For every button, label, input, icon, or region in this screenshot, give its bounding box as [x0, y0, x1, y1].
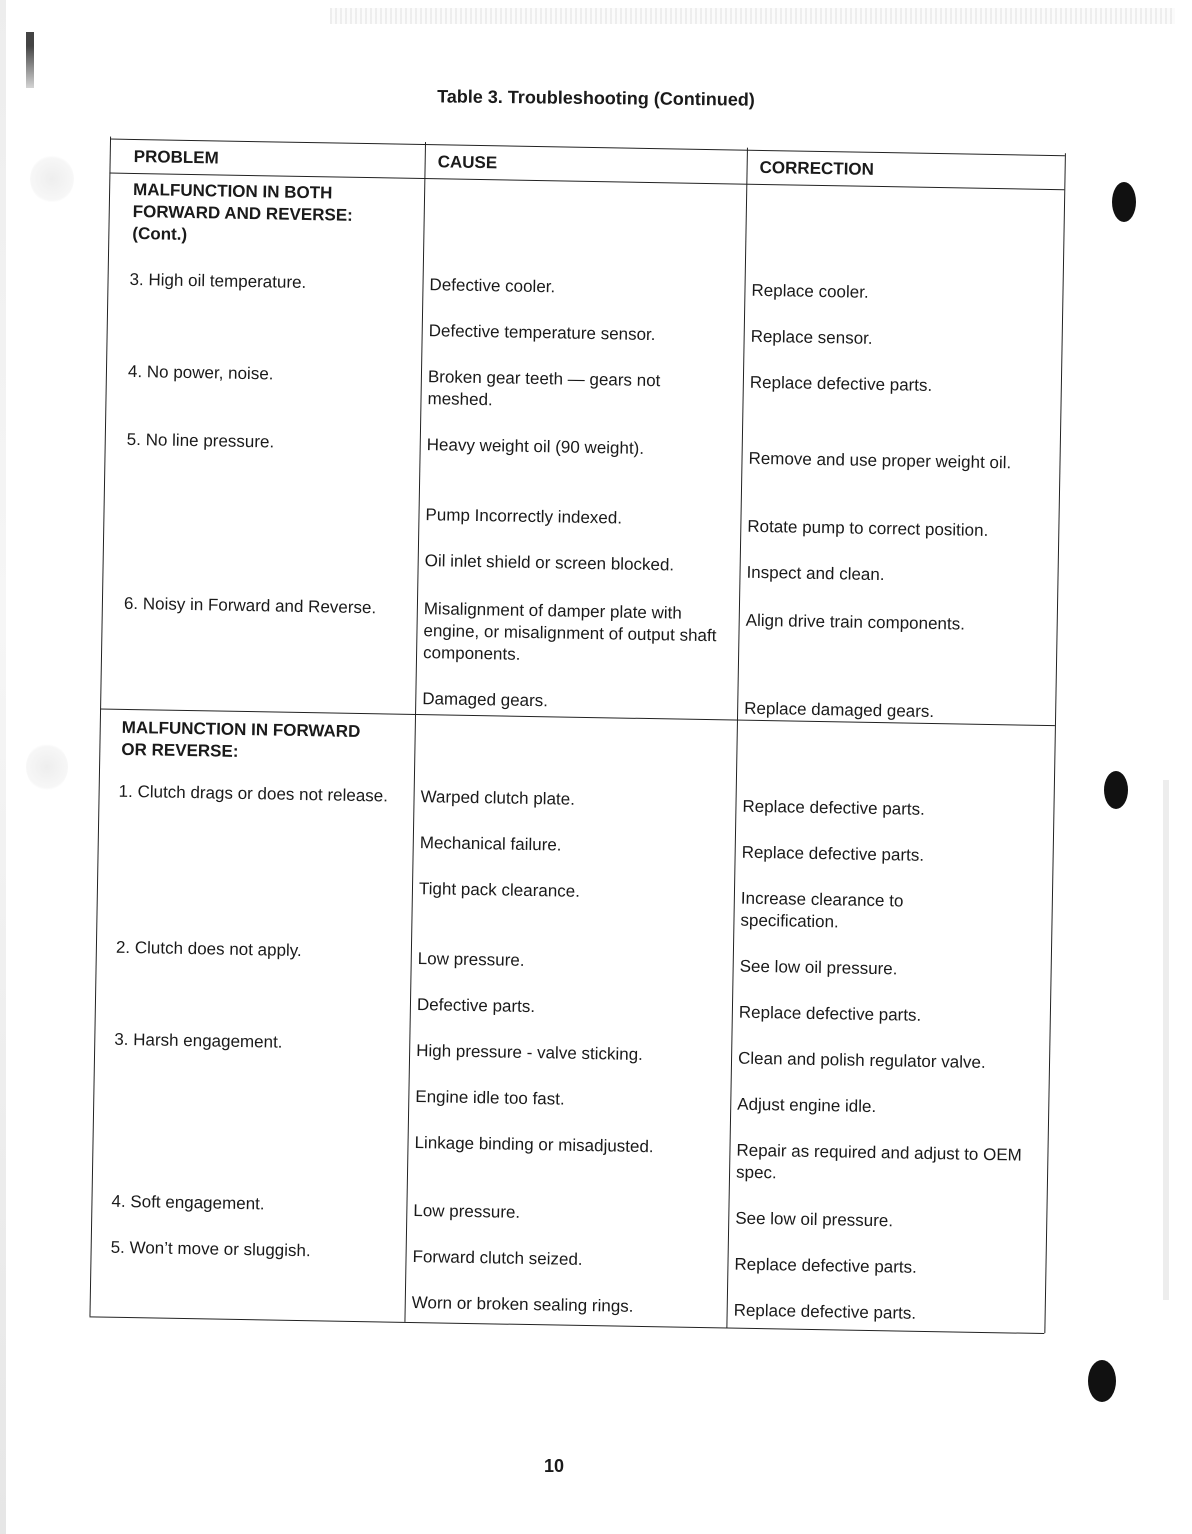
cause-cell: Engine idle too fast. [415, 1087, 565, 1109]
correction-cell: Replace defective parts. [733, 1300, 917, 1323]
scan-edge-right [1163, 780, 1169, 1300]
section-title: MALFUNCTION IN FORWARD OR REVERSE: [121, 717, 361, 761]
problem-cell: 3. Harsh engagement. [114, 1029, 283, 1052]
correction-cell: Align drive train components. [745, 610, 966, 634]
punch-hole [1112, 182, 1136, 222]
punch-ghost [26, 743, 68, 791]
cause-cell: Low pressure. [417, 949, 525, 970]
problem-cell: 3. High oil temperature. [129, 269, 307, 293]
problem-cell: 1. Clutch drags or does not release. [118, 781, 389, 806]
correction-cell: Remove and use proper weight oil. [748, 448, 1012, 473]
correction-cell: Replace damaged gears. [744, 698, 935, 722]
correction-cell: Rotate pump to correct position. [747, 516, 989, 540]
cause-cell: Misalignment of damper plate with engine, or misalignment of output shaft components. [422, 599, 717, 664]
header-cause: CAUSE [437, 152, 498, 173]
problem-cell: 4. Soft engagement. [111, 1191, 265, 1214]
cause-cell: Linkage binding or misadjusted. [414, 1133, 654, 1157]
page-number: 10 [543, 1456, 565, 1476]
punch-hole [1104, 771, 1128, 809]
punch-ghost [30, 155, 74, 203]
correction-cell: Repair as required and adjust to OEM spec. [735, 1140, 1022, 1183]
cause-cell: Forward clutch seized. [412, 1247, 583, 1269]
punch-hole [1088, 1360, 1116, 1402]
correction-cell: See low oil pressure. [735, 1208, 894, 1231]
correction-cell: Increase clearance to specification. [740, 888, 904, 932]
problem-cell: 5. No line pressure. [126, 429, 275, 452]
cause-cell: Broken gear teeth — gears not meshed. [427, 367, 661, 410]
correction-cell: Replace defective parts. [738, 1002, 922, 1025]
correction-cell: Clean and polish regulator valve. [737, 1048, 986, 1072]
cause-cell: Mechanical failure. [419, 833, 562, 855]
troubleshooting-table [69, 136, 1090, 1373]
cause-cell: Worn or broken sealing rings. [411, 1293, 634, 1316]
correction-cell: Replace defective parts. [742, 796, 926, 819]
cause-cell: Defective temperature sensor. [428, 321, 656, 345]
correction-cell: Replace cooler. [751, 280, 869, 302]
cause-cell: Tight pack clearance. [418, 879, 581, 901]
cause-cell: Warped clutch plate. [420, 787, 576, 809]
correction-cell: Inspect and clean. [746, 562, 885, 585]
cause-cell: Heavy weight oil (90 weight). [426, 435, 645, 458]
cause-cell: Oil inlet shield or screen blocked. [424, 551, 675, 575]
correction-cell: Replace sensor. [750, 326, 873, 348]
table-title: Table 3. Troubleshooting (Continued) [437, 86, 755, 110]
problem-cell: 6. Noisy in Forward and Reverse. [123, 593, 377, 618]
correction-cell: Replace defective parts. [749, 372, 933, 395]
section-title: MALFUNCTION IN BOTH FORWARD AND REVERSE: (Cont.) [132, 179, 353, 244]
cause-cell: Damaged gears. [422, 689, 549, 711]
scan-edge-top [330, 8, 1175, 24]
header-problem: PROBLEM [133, 146, 219, 168]
cause-cell: Defective parts. [416, 995, 536, 1017]
header-correction: CORRECTION [759, 157, 875, 179]
correction-cell: Adjust engine idle. [737, 1094, 877, 1117]
correction-cell: See low oil pressure. [739, 956, 898, 979]
cause-cell: Pump Incorrectly indexed. [425, 505, 623, 528]
correction-cell: Replace defective parts. [741, 842, 925, 865]
problem-cell: 5. Won’t move or sluggish. [110, 1237, 311, 1261]
problem-cell: 2. Clutch does not apply. [115, 937, 302, 961]
problem-cell: 4. No power, noise. [127, 361, 274, 384]
corner-mark [26, 32, 34, 88]
correction-cell: Replace defective parts. [734, 1254, 918, 1277]
cause-cell: Defective cooler. [429, 275, 556, 297]
scan-edge-left [0, 0, 6, 1534]
cause-cell: High pressure - valve sticking. [415, 1041, 644, 1064]
cause-cell: Low pressure. [413, 1201, 521, 1222]
